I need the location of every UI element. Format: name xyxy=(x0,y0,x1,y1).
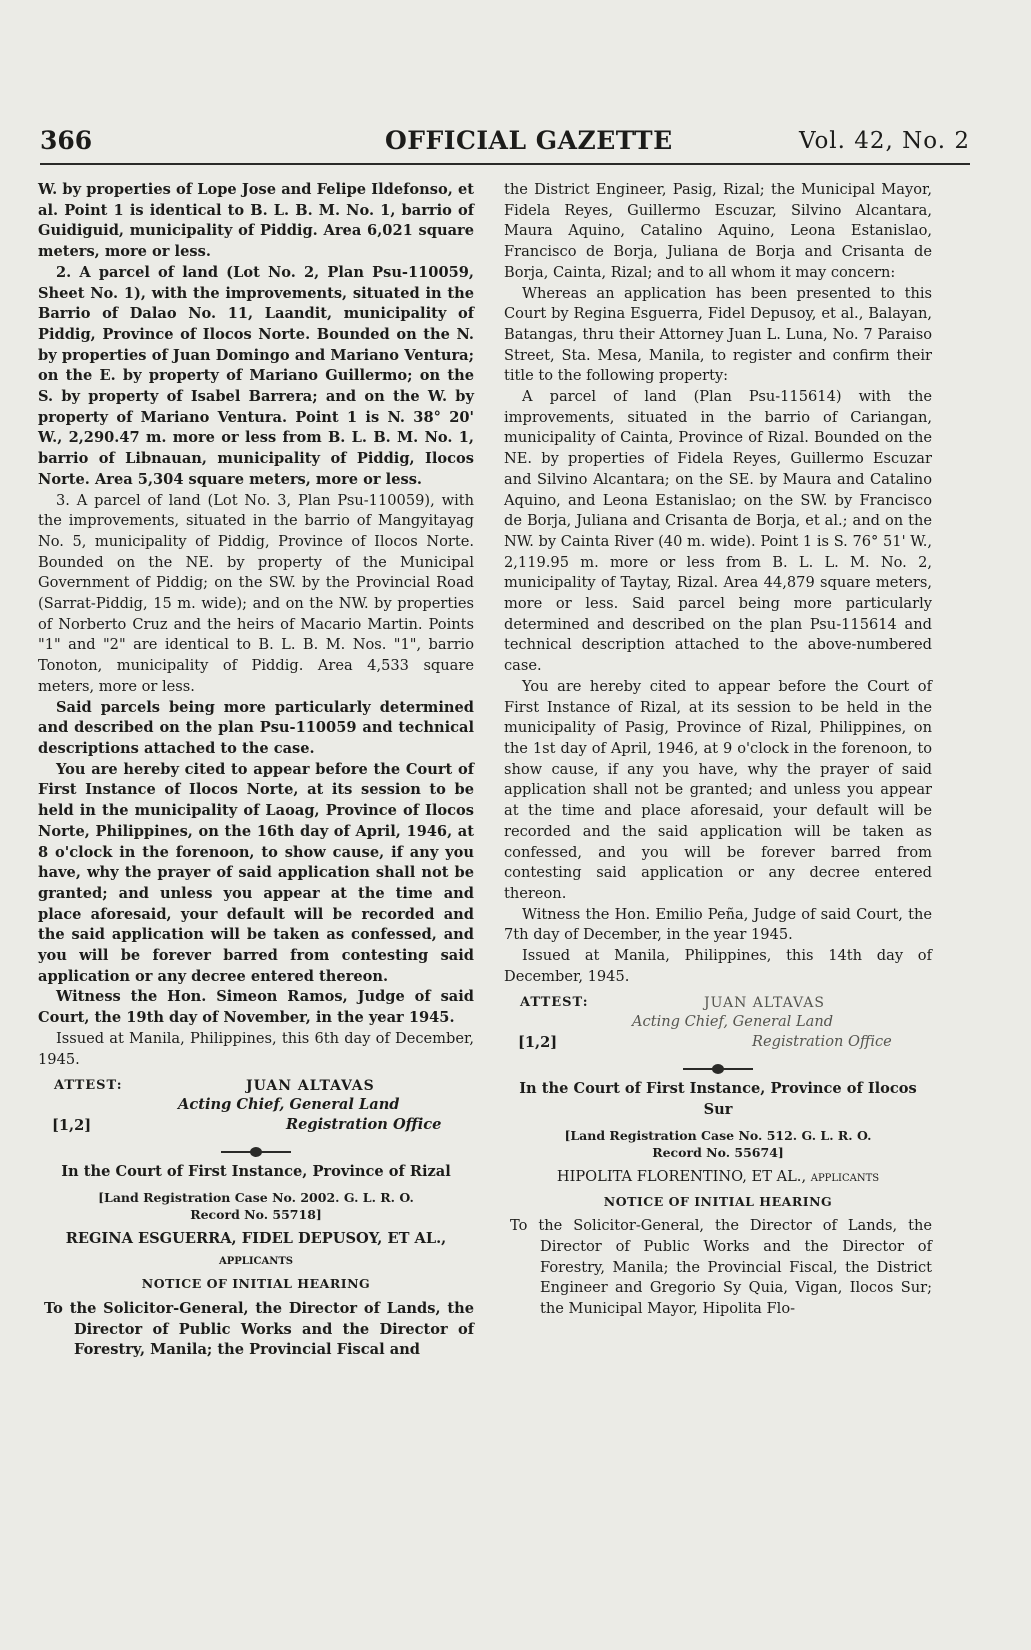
paragraph: Whereas an application has been presented to this Court by Regina Esguerra, Fidel Depusoy, et al., Balayan, Batangas, thru their Attorney Juan L. Luna, No. 7 Paraiso Street, Sta. Mesa, Manila, to register and confirm their title to the following property: xyxy=(504,284,932,385)
paragraph: You are hereby cited to appear before the Court of First Instance of Ilocos Norte, at its session to be held in the municipality of Laoag, Province of Ilocos Norte, Philippines, on the 16th day of April, 1946, at 8 o'clock in the forenoon, to show cause, if any you have, why the prayer of said application shall not be granted; and unless you appear at the time and place aforesaid, your default will be recorded and the said application will be taken as confessed, and you will be forever barred from contesting said application or any decree entered thereon. xyxy=(38,760,474,985)
paragraph: Issued at Manila, Philippines, this 6th day of December, 1945. xyxy=(38,1029,474,1068)
notice-title: NOTICE OF INITIAL HEARING xyxy=(141,1276,371,1292)
right-column xyxy=(504,180,932,1320)
addressees: To the Solicitor-General, the Director of Lands, the Director of Public Works and the Director of Forestry, Manila; the Provincial Fiscal, the District Engineer and Gregorio Sy Quia, Vigan, Ilocos Sur; the Municipal Mayor, Hipolita Flo- xyxy=(510,1217,932,1318)
paragraph: You are hereby cited to appear before the Court of First Instance of Rizal, at its session to be held in the municipality of Pasig, Province of Rizal, Philippines, on the 1st day of April, 1946, at 9 o'clock in the forenoon, to show cause, if any you have, why the prayer of said application shall not be granted; and unless you appear at the time and place aforesaid, your default will be recorded and the said application will be taken as confessed, and you will be forever barred from contesting said application or any decree entered thereon. xyxy=(504,677,932,902)
addressees: To the Solicitor-General, the Director of Lands, the Director of Public Works and the Director of Forestry, Manila; the Provincial Fiscal and xyxy=(44,1300,474,1359)
paragraph: 3. A parcel of land (Lot No. 3, Plan Psu-110059), with the improvements, situated in the barrio of Mangyitayag No. 5, municipality of Piddig, Province of Ilocos Norte. Bounded on the NE. by property of the Municipal Government of Piddig; on the SW. by the Provincial Road (Sarrat-Piddig, 15 m. wide); and on the NW. by properties of Norberto Cruz and the heirs of Macario Martin. Points "1" and "2" are identical to B. L. B. M. Nos. "1", barrio Tonoton, municipality of Piddig. Area 4,533 square meters, more or less. xyxy=(38,491,474,695)
paragraph: the District Engineer, Pasig, Rizal; the Municipal Mayor, Fidela Reyes, Guillermo Escuzar, Silvino Alcantara, Maura Aquino, Catalino Aquino, Leona Estanislao, Francisco de Borja, Juliana de Borja and Crisanta de Borja, Cainta, Rizal; and to all whom it may concern: xyxy=(504,181,932,281)
attest-office: Registration Office xyxy=(752,1033,892,1051)
paragraph: Witness the Hon. Simeon Ramos, Judge of said Court, the 19th day of November, in the year 1945. xyxy=(38,988,474,1027)
applicants-line: HIPOLITA FLORENTINO, ET AL., applicants xyxy=(556,1167,880,1185)
attestation-block xyxy=(38,1076,474,1140)
reference-mark: [1,2] xyxy=(52,1117,92,1135)
page-header xyxy=(40,122,970,162)
case-line: [Land Registration Case No. 512. G. L. R. O. xyxy=(564,1127,872,1143)
attest-role: Acting Chief, General Land xyxy=(632,1013,834,1031)
attest-label: ATTEST: xyxy=(54,1078,123,1094)
case-reference xyxy=(38,1189,474,1223)
attestation-block xyxy=(504,993,932,1057)
reference-mark: [1,2] xyxy=(518,1034,558,1052)
publication-title: OFFICIAL GAZETTE xyxy=(385,126,673,155)
applicants-line: REGINA ESGUERRA, FIDEL DEPUSOY, ET AL., applicants xyxy=(65,1229,447,1268)
attest-role: Acting Chief, General Land xyxy=(178,1096,400,1114)
section-divider xyxy=(38,1144,474,1158)
paragraph: A parcel of land (Plan Psu-115614) with the improvements, situated in the barrio of Cariangan, municipality of Cainta, Province of Rizal. Bounded on the NE. by properties of Fidela Reyes, Guillermo Escuzar and Silvino Alcantara; on the SE. by Maura and Catalino Aquino, and Leona Estanislao; on the SW. by Francisco de Borja, Juliana and Crisanta de Borja, et al.; and on the NW. by Cainta River (40 m. wide). Point 1 is S. 76° 51' W., 2,119.95 m. more or less from B. L. L. M. No. 2, municipality of Taytay, Rizal. Area 44,879 square meters, more or less. Said parcel being more particularly determined and described on the plan Psu-115614 and technical description attached to the above-numbered case. xyxy=(504,388,932,675)
volume-number: Vol. 42, No. 2 xyxy=(798,128,970,154)
attest-name: JUAN ALTAVAS xyxy=(704,995,825,1012)
header-rule xyxy=(40,163,970,165)
left-column xyxy=(38,180,474,1361)
case-line: Record No. 55674] xyxy=(652,1144,784,1160)
section-divider xyxy=(504,1061,932,1075)
paragraph: Witness the Hon. Emilio Peña, Judge of said Court, the 7th day of December, in the year 1945. xyxy=(504,905,932,944)
court-title: In the Court of First Instance, Province of Ilocos Sur xyxy=(519,1080,917,1119)
attest-office: Registration Office xyxy=(286,1116,442,1134)
paragraph: 2. A parcel of land (Lot No. 2, Plan Psu-110059, Sheet No. 1), with the improvements, situated in the Barrio of Dalao No. 11, Laandit, municipality of Piddig, Province of Ilocos Norte. Bounded on the N. by properties of Juan Domingo and Mariano Ventura; on the E. by property of Mariano Guillermo; on the S. by property of Isabel Barrera; and on the W. by property of Mariano Ventura. Point 1 is N. 38° 20' W., 2,290.47 m. more or less from B. L. B. M. No. 1, barrio of Libnauan, municipality of Piddig, Ilocos Norte. Area 5,304 square meters, more or less. xyxy=(38,263,474,488)
case-line: Record No. 55718] xyxy=(190,1206,322,1222)
paragraph: Said parcels being more particularly determined and described on the plan Psu-110059 and technical descriptions attached to the case. xyxy=(38,698,474,757)
paragraph: Issued at Manila, Philippines, this 14th day of December, 1945. xyxy=(504,947,932,985)
attest-label: ATTEST: xyxy=(520,995,589,1011)
paragraph: W. by properties of Lope Jose and Felipe Ildefonso, et al. Point 1 is identical to B. L. B. M. No. 1, barrio of Guidiguid, municipality of Piddig. Area 6,021 square meters, more or less. xyxy=(38,181,474,261)
case-reference xyxy=(504,1127,932,1161)
attest-name: JUAN ALTAVAS xyxy=(246,1078,375,1095)
notice-title: NOTICE OF INITIAL HEARING xyxy=(603,1193,833,1209)
court-title: In the Court of First Instance, Province of Rizal xyxy=(61,1163,451,1181)
page-number: 366 xyxy=(40,126,93,155)
case-line: [Land Registration Case No. 2002. G. L. R. O. xyxy=(98,1189,414,1205)
